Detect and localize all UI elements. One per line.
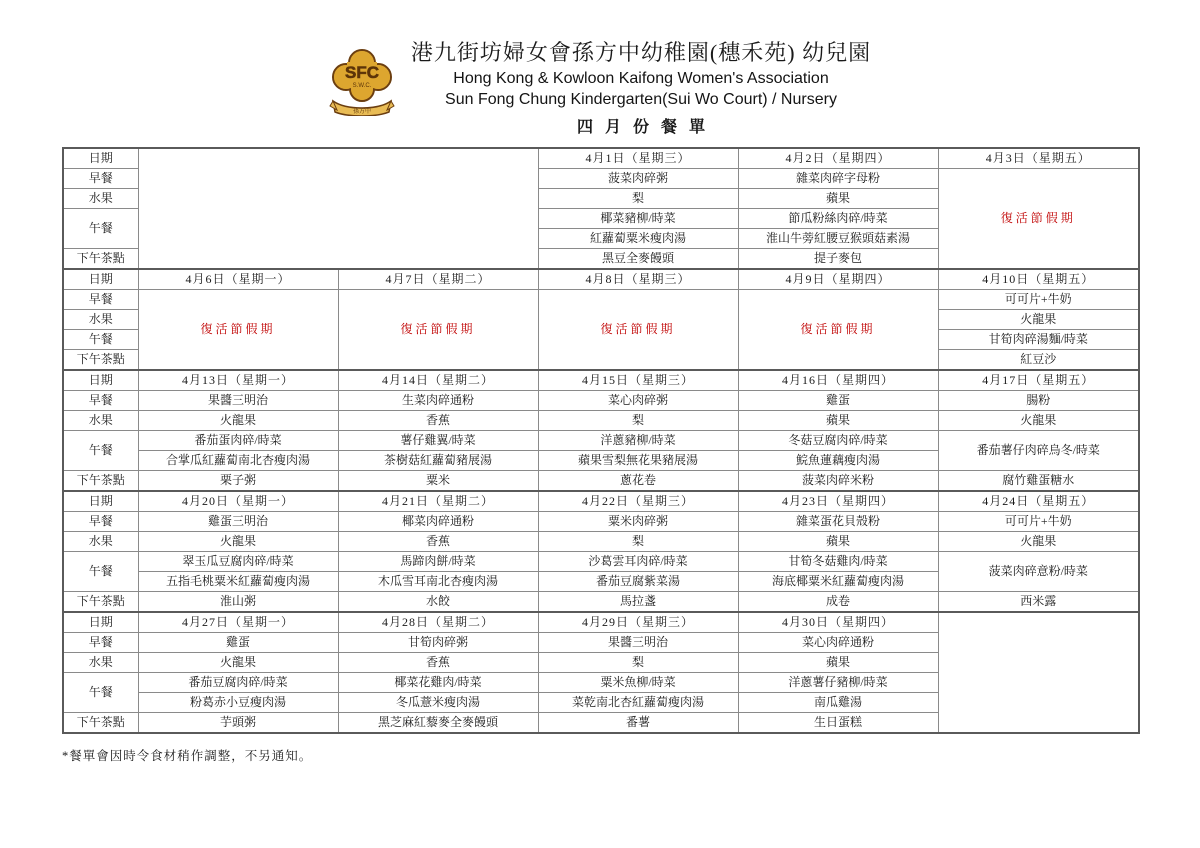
menu-footnote: *餐單會因時令食材稍作調整，不另通知。 — [62, 749, 313, 763]
breakfast-cell: 可可片+牛奶 — [938, 512, 1139, 532]
date-cell: 4月29日（星期三） — [538, 612, 738, 633]
lunch-main-cell: 洋蔥薯仔豬柳/時菜 — [738, 673, 938, 693]
lunch-main-cell: 洋蔥豬柳/時菜 — [538, 431, 738, 451]
tea-cell: 水餃 — [338, 592, 538, 613]
date-cell: 4月23日（星期四） — [738, 491, 938, 512]
lunch-soup-cell: 海底椰粟米紅蘿蔔瘦肉湯 — [738, 572, 938, 592]
lunch-main-cell: 粟米魚柳/時菜 — [538, 673, 738, 693]
tea-cell: 芋頭粥 — [138, 713, 338, 734]
row-label-lunch: 午餐 — [63, 330, 138, 350]
breakfast-cell: 菠菜肉碎粥 — [538, 169, 738, 189]
lunch-soup-cell: 番茄豆腐紫菜湯 — [538, 572, 738, 592]
breakfast-cell: 椰菜肉碎通粉 — [338, 512, 538, 532]
lunch-main-cell: 番茄豆腐肉碎/時菜 — [138, 673, 338, 693]
tea-cell: 生日蛋糕 — [738, 713, 938, 734]
holiday-cell: 復活節假期 — [738, 290, 938, 371]
row-label-fruit: 水果 — [63, 532, 138, 552]
week-4 — [63, 491, 1139, 612]
tea-cell: 馬拉盞 — [538, 592, 738, 613]
date-cell: 4月28日（星期二） — [338, 612, 538, 633]
breakfast-cell: 雞蛋 — [738, 391, 938, 411]
row-label-tea: 下午茶點 — [63, 350, 138, 371]
breakfast-cell: 雞蛋 — [138, 633, 338, 653]
week-1 — [63, 148, 1139, 269]
row-label-date: 日期 — [63, 269, 138, 290]
lunch-soup-cell: 蘋果雪梨無花果豬展湯 — [538, 451, 738, 471]
date-cell: 4月16日（星期四） — [738, 370, 938, 391]
fruit-cell: 梨 — [538, 411, 738, 431]
row-label-lunch: 午餐 — [63, 673, 138, 713]
fruit-cell: 火龍果 — [138, 532, 338, 552]
row-label-breakfast: 早餐 — [63, 633, 138, 653]
date-cell: 4月7日（星期二） — [338, 269, 538, 290]
date-cell: 4月27日（星期一） — [138, 612, 338, 633]
tea-cell: 蔥花卷 — [538, 471, 738, 492]
tea-cell: 提子麥包 — [738, 249, 938, 270]
row-label-breakfast: 早餐 — [63, 290, 138, 310]
lunch-main-cell: 節瓜粉絲肉碎/時菜 — [738, 209, 938, 229]
fruit-cell: 蘋果 — [738, 532, 938, 552]
date-cell: 4月21日（星期二） — [338, 491, 538, 512]
lunch-soup-cell: 鯇魚蓮藕瘦肉湯 — [738, 451, 938, 471]
tea-cell: 栗子粥 — [138, 471, 338, 492]
fruit-cell: 梨 — [538, 653, 738, 673]
row-label-date: 日期 — [63, 370, 138, 391]
lunch-main-cell: 薯仔雞翼/時菜 — [338, 431, 538, 451]
breakfast-cell: 菜心肉碎通粉 — [738, 633, 938, 653]
tea-cell: 紅豆沙 — [938, 350, 1139, 371]
date-cell: 4月8日（星期三） — [538, 269, 738, 290]
tea-cell: 菠菜肉碎米粉 — [738, 471, 938, 492]
fruit-cell: 梨 — [538, 189, 738, 209]
empty-cell — [938, 612, 1139, 733]
breakfast-cell: 雞蛋三明治 — [138, 512, 338, 532]
row-label-lunch: 午餐 — [63, 552, 138, 592]
row-label-fruit: 水果 — [63, 653, 138, 673]
lunch-main-cell: 番茄蛋肉碎/時菜 — [138, 431, 338, 451]
empty-cell — [138, 148, 538, 269]
tea-cell: 成卷 — [738, 592, 938, 613]
row-label-breakfast: 早餐 — [63, 391, 138, 411]
april-menu-table — [62, 147, 1140, 734]
fruit-cell: 蘋果 — [738, 411, 938, 431]
holiday-cell: 復活節假期 — [338, 290, 538, 371]
lunch-main-cell: 椰菜花雞肉/時菜 — [338, 673, 538, 693]
school-logo-icon — [329, 46, 395, 116]
date-cell: 4月6日（星期一） — [138, 269, 338, 290]
row-label-fruit: 水果 — [63, 411, 138, 431]
breakfast-cell: 菜心肉碎粥 — [538, 391, 738, 411]
lunch-cell: 菠菜肉碎意粉/時菜 — [938, 552, 1139, 592]
holiday-cell: 復活節假期 — [938, 169, 1139, 270]
date-cell: 4月30日（星期四） — [738, 612, 938, 633]
date-cell: 4月1日（星期三） — [538, 148, 738, 169]
lunch-soup-cell: 冬瓜薏米瘦肉湯 — [338, 693, 538, 713]
lunch-soup-cell: 淮山牛蒡紅腰豆猴頭菇素湯 — [738, 229, 938, 249]
lunch-main-cell: 翠玉瓜豆腐肉碎/時菜 — [138, 552, 338, 572]
breakfast-cell: 甘筍肉碎粥 — [338, 633, 538, 653]
fruit-cell: 蘋果 — [738, 189, 938, 209]
tea-cell: 黑芝麻紅藜麥全麥饅頭 — [338, 713, 538, 734]
association-name-english: Hong Kong & Kowloon Kaifong Women's Association — [453, 70, 829, 87]
school-name-chinese: 港九街坊婦女會孫方中幼稚園(穗禾苑) 幼兒園 — [410, 40, 872, 65]
title-block — [411, 36, 871, 137]
date-cell: 4月20日（星期一） — [138, 491, 338, 512]
breakfast-cell: 可可片+牛奶 — [938, 290, 1139, 310]
week-2 — [63, 269, 1139, 370]
lunch-main-cell: 甘筍冬菇雞肉/時菜 — [738, 552, 938, 572]
row-label-fruit: 水果 — [63, 310, 138, 330]
date-cell: 4月3日（星期五） — [938, 148, 1139, 169]
fruit-cell: 香蕉 — [338, 653, 538, 673]
date-cell: 4月22日（星期三） — [538, 491, 738, 512]
date-cell: 4月10日（星期五） — [938, 269, 1139, 290]
fruit-cell: 火龍果 — [938, 411, 1139, 431]
breakfast-cell: 雜菜肉碎字母粉 — [738, 169, 938, 189]
row-label-date: 日期 — [63, 148, 138, 169]
date-cell: 4月9日（星期四） — [738, 269, 938, 290]
svg-text:孫方中: 孫方中 — [352, 109, 371, 115]
lunch-main-cell: 馬蹄肉餅/時菜 — [338, 552, 538, 572]
row-label-tea: 下午茶點 — [63, 471, 138, 492]
fruit-cell: 蘋果 — [738, 653, 938, 673]
fruit-cell: 火龍果 — [138, 411, 338, 431]
lunch-soup-cell: 南瓜雞湯 — [738, 693, 938, 713]
lunch-soup-cell: 菜乾南北杏紅蘿蔔瘦肉湯 — [538, 693, 738, 713]
breakfast-cell: 腸粉 — [938, 391, 1139, 411]
date-cell: 4月14日（星期二） — [338, 370, 538, 391]
fruit-cell: 香蕉 — [338, 411, 538, 431]
row-label-date: 日期 — [63, 612, 138, 633]
week-5 — [63, 612, 1139, 733]
tea-cell: 淮山粥 — [138, 592, 338, 613]
lunch-cell: 番茄薯仔肉碎烏冬/時菜 — [938, 431, 1139, 471]
holiday-cell: 復活節假期 — [138, 290, 338, 371]
breakfast-cell: 生菜肉碎通粉 — [338, 391, 538, 411]
tea-cell: 黑豆全麥饅頭 — [538, 249, 738, 270]
date-cell: 4月2日（星期四） — [738, 148, 938, 169]
lunch-main-cell: 沙葛雲耳肉碎/時菜 — [538, 552, 738, 572]
lunch-main-cell: 椰菜豬柳/時菜 — [538, 209, 738, 229]
row-label-lunch: 午餐 — [63, 209, 138, 249]
lunch-soup-cell: 紅蘿蔔粟米瘦肉湯 — [538, 229, 738, 249]
fruit-cell: 火龍果 — [138, 653, 338, 673]
fruit-cell: 火龍果 — [938, 310, 1139, 330]
row-label-tea: 下午茶點 — [63, 592, 138, 613]
date-cell: 4月24日（星期五） — [938, 491, 1139, 512]
lunch-cell: 甘筍肉碎湯麵/時菜 — [938, 330, 1139, 350]
fruit-cell: 香蕉 — [338, 532, 538, 552]
row-label-breakfast: 早餐 — [63, 512, 138, 532]
menu-month-title: 四月份餐單 — [576, 119, 717, 136]
page-header — [0, 0, 1200, 137]
holiday-cell: 復活節假期 — [538, 290, 738, 371]
week-3 — [63, 370, 1139, 491]
breakfast-cell: 果醬三明治 — [538, 633, 738, 653]
lunch-soup-cell: 茶樹菇紅蘿蔔豬展湯 — [338, 451, 538, 471]
fruit-cell: 梨 — [538, 532, 738, 552]
row-label-tea: 下午茶點 — [63, 713, 138, 734]
breakfast-cell: 雜菜蛋花貝殼粉 — [738, 512, 938, 532]
lunch-soup-cell: 合掌瓜紅蘿蔔南北杏瘦肉湯 — [138, 451, 338, 471]
breakfast-cell: 粟米肉碎粥 — [538, 512, 738, 532]
row-label-breakfast: 早餐 — [63, 169, 138, 189]
svg-text:S.W.C.: S.W.C. — [352, 83, 372, 89]
row-label-fruit: 水果 — [63, 189, 138, 209]
tea-cell: 粟米 — [338, 471, 538, 492]
date-cell: 4月15日（星期三） — [538, 370, 738, 391]
tea-cell: 番薯 — [538, 713, 738, 734]
tea-cell: 腐竹雞蛋糖水 — [938, 471, 1139, 492]
row-label-date: 日期 — [63, 491, 138, 512]
row-label-lunch: 午餐 — [63, 431, 138, 471]
lunch-soup-cell: 五指毛桃粟米紅蘿蔔瘦肉湯 — [138, 572, 338, 592]
lunch-soup-cell: 粉葛赤小豆瘦肉湯 — [138, 693, 338, 713]
date-cell: 4月13日（星期一） — [138, 370, 338, 391]
svg-text:SFC: SFC — [344, 63, 379, 82]
fruit-cell: 火龍果 — [938, 532, 1139, 552]
row-label-tea: 下午茶點 — [63, 249, 138, 270]
school-name-english: Sun Fong Chung Kindergarten(Sui Wo Court) / Nursery — [445, 91, 837, 108]
date-cell: 4月17日（星期五） — [938, 370, 1139, 391]
lunch-main-cell: 冬菇豆腐肉碎/時菜 — [738, 431, 938, 451]
lunch-soup-cell: 木瓜雪耳南北杏瘦肉湯 — [338, 572, 538, 592]
tea-cell: 西米露 — [938, 592, 1139, 613]
breakfast-cell: 果醬三明治 — [138, 391, 338, 411]
